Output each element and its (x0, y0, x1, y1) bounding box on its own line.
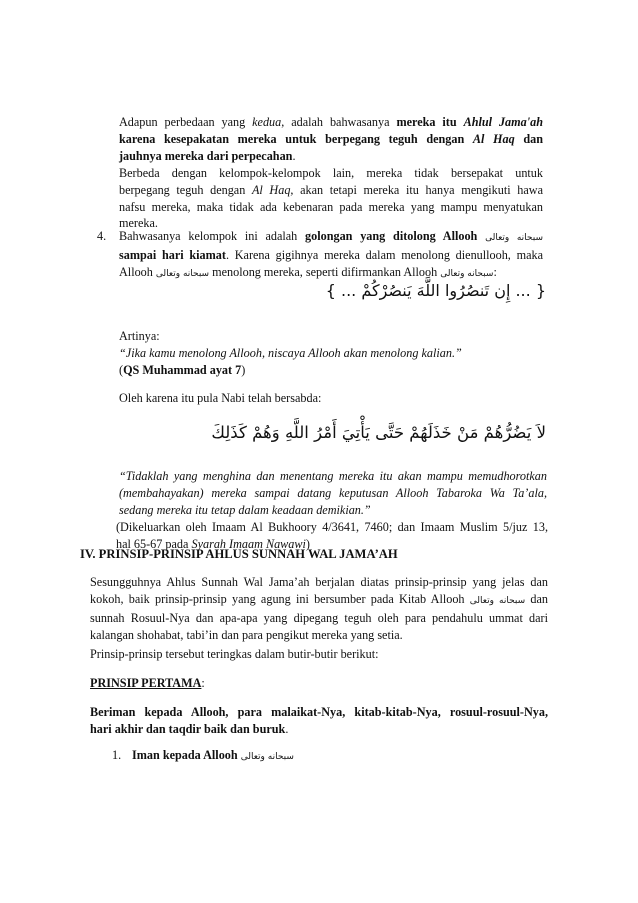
quran-verse: { ... إِن تَنصُرُوا اللَّهَ يَنصُرْكُمْ ... } (325, 281, 546, 300)
line (119, 264, 543, 283)
arabic-text: سبحانه وتعالى (440, 268, 494, 279)
text: hal 65-67 pada (116, 536, 192, 551)
line (119, 114, 543, 131)
hadith-translation (119, 468, 547, 519)
beriman-paragraph (90, 704, 548, 738)
text: QS Muhammad ayat 7 (123, 362, 242, 377)
line: nafsu mereka, maka tidak ada kebenaran pada mereka yang mampu menyatukan (119, 199, 543, 214)
translation-block (119, 328, 543, 379)
oleh-line: Oleh karena itu pula Nabi telah bersabda: (119, 391, 322, 405)
text: ) (241, 362, 246, 377)
text: “Tidaklah yang menghina dan menentang mereka itu akan mampu memudhorotkan (119, 469, 547, 483)
line: kalangan shohabat, tabi’in dan para pengikut mereka yang setia. (90, 627, 403, 642)
text: : (201, 676, 205, 690)
text: menolong mereka, seperti difirmankan Allooh (209, 264, 438, 279)
text: . Karena gigihnya mereka dalam menolong dienullooh, maka (225, 247, 543, 262)
text: Iman kepada Allooh (132, 748, 238, 762)
text: jauhnya mereka dari perpecahan (119, 148, 293, 163)
line: (Dikeluarkan oleh Imaam Al Bukhoory 4/3641, 7460; dan Imaam Muslim 5/juz 13, (116, 520, 548, 534)
line (90, 721, 548, 738)
line (119, 502, 547, 519)
translation-source (119, 362, 543, 379)
line: Sesungguhnya Ahlus Sunnah Wal Jama’ah berjalan diatas prinsip-prinsip yang jelas dan (90, 575, 548, 589)
text: dan (525, 591, 548, 606)
text: . (292, 148, 296, 163)
text: akan tetapi mereka itu hanya mengikuti hawa (293, 182, 543, 197)
text: sedang mereka itu tetap dalam keadaan demikian.” (119, 502, 371, 517)
paragraph-prinsip (90, 574, 548, 644)
arabic-text: سبحانه وتعالى (240, 752, 294, 762)
line (119, 247, 543, 264)
text: sampai hari kiamat (119, 247, 226, 262)
translation-label: Artinya: (119, 329, 160, 343)
arabic-text: سبحانه وتعالى (155, 268, 210, 279)
line (90, 704, 548, 721)
list-item-1 (112, 747, 552, 766)
text: Syarah Imaam Nawawi (191, 536, 306, 551)
text: ) (305, 536, 310, 551)
prinsip-intro: Prinsip-prinsip tersebut teringkas dalam butir-butir berikut: (90, 647, 379, 661)
text: dan (514, 131, 544, 146)
line: sunnah Rosuul-Nya dan apa-apa yang dipegang teguh oleh para pendahulu ummat dari (90, 610, 548, 625)
paragraph-ahlul-jamaah (119, 114, 543, 232)
text: Ahlul Jama'ah (463, 115, 543, 129)
arabic-text: سبحانه وتعالى (469, 595, 526, 606)
prinsip-pertama-heading (90, 675, 548, 692)
text: PRINSIP PERTAMA (90, 676, 202, 690)
line (119, 468, 547, 485)
line (90, 591, 548, 610)
text: kokoh, baik prinsip-prinsip yang agung ini bersumber pada Kitab Allooh (90, 591, 470, 606)
line: mereka. (119, 216, 158, 231)
text: Beriman kepada Allooh, para malaikat-Nya, kitab-kitab-Nya, rosuul-rosuul-Nya, (90, 705, 548, 719)
arabic-text: سبحانه وتعالى (485, 233, 543, 243)
text: “Jika kamu menolong Allooh, niscaya Allooh akan menolong kalian.” (119, 345, 462, 360)
line (119, 485, 547, 502)
line (119, 131, 543, 148)
translation-quote (119, 345, 543, 362)
text: (membahayakan) mereka sampai datang keputusan Allooh Tabaroka Wa Ta’ala, (119, 485, 547, 500)
text: . (285, 721, 289, 736)
text: mereka itu (396, 115, 464, 129)
list-number: 4. (97, 229, 107, 243)
text: : (493, 264, 497, 279)
line: Berbeda dengan kelompok-kelompok lain, mereka tidak bersepakat untuk (119, 165, 543, 180)
text: Bahwasanya kelompok ini adalah (119, 229, 306, 243)
section-heading: IV. PRINSIP-PRINSIP AHLUS SUNNAH WAL JAMA’AH (80, 547, 398, 561)
text: hari akhir dan taqdir baik dan buruk (90, 721, 286, 736)
text: , adalah bahwasanya (281, 115, 397, 129)
line (119, 228, 543, 247)
text: Al Haq (472, 131, 515, 146)
list-number: 1. (112, 748, 122, 762)
text: karena kesepakatan mereka untuk berpegang teguh dengan (119, 131, 473, 146)
text: ( (119, 362, 124, 377)
line (119, 148, 543, 165)
text: berpegang teguh dengan (119, 182, 252, 197)
text: Al Haq, (251, 182, 294, 197)
list-item-4 (97, 228, 543, 283)
text: Allooh (119, 264, 156, 279)
line (119, 182, 543, 199)
hadith-arabic: لاَ يَضُرُّهُمْ مَنْ خَذَلَهُمْ حَتَّى يَأْتِيَ أَمْرُ اللَّهِ وَهُمْ كَذَلِكَ (211, 423, 546, 442)
text: golongan yang ditolong Allooh (305, 229, 478, 243)
text: Adapun perbedaan yang (119, 115, 253, 129)
text: kedua (252, 115, 282, 129)
